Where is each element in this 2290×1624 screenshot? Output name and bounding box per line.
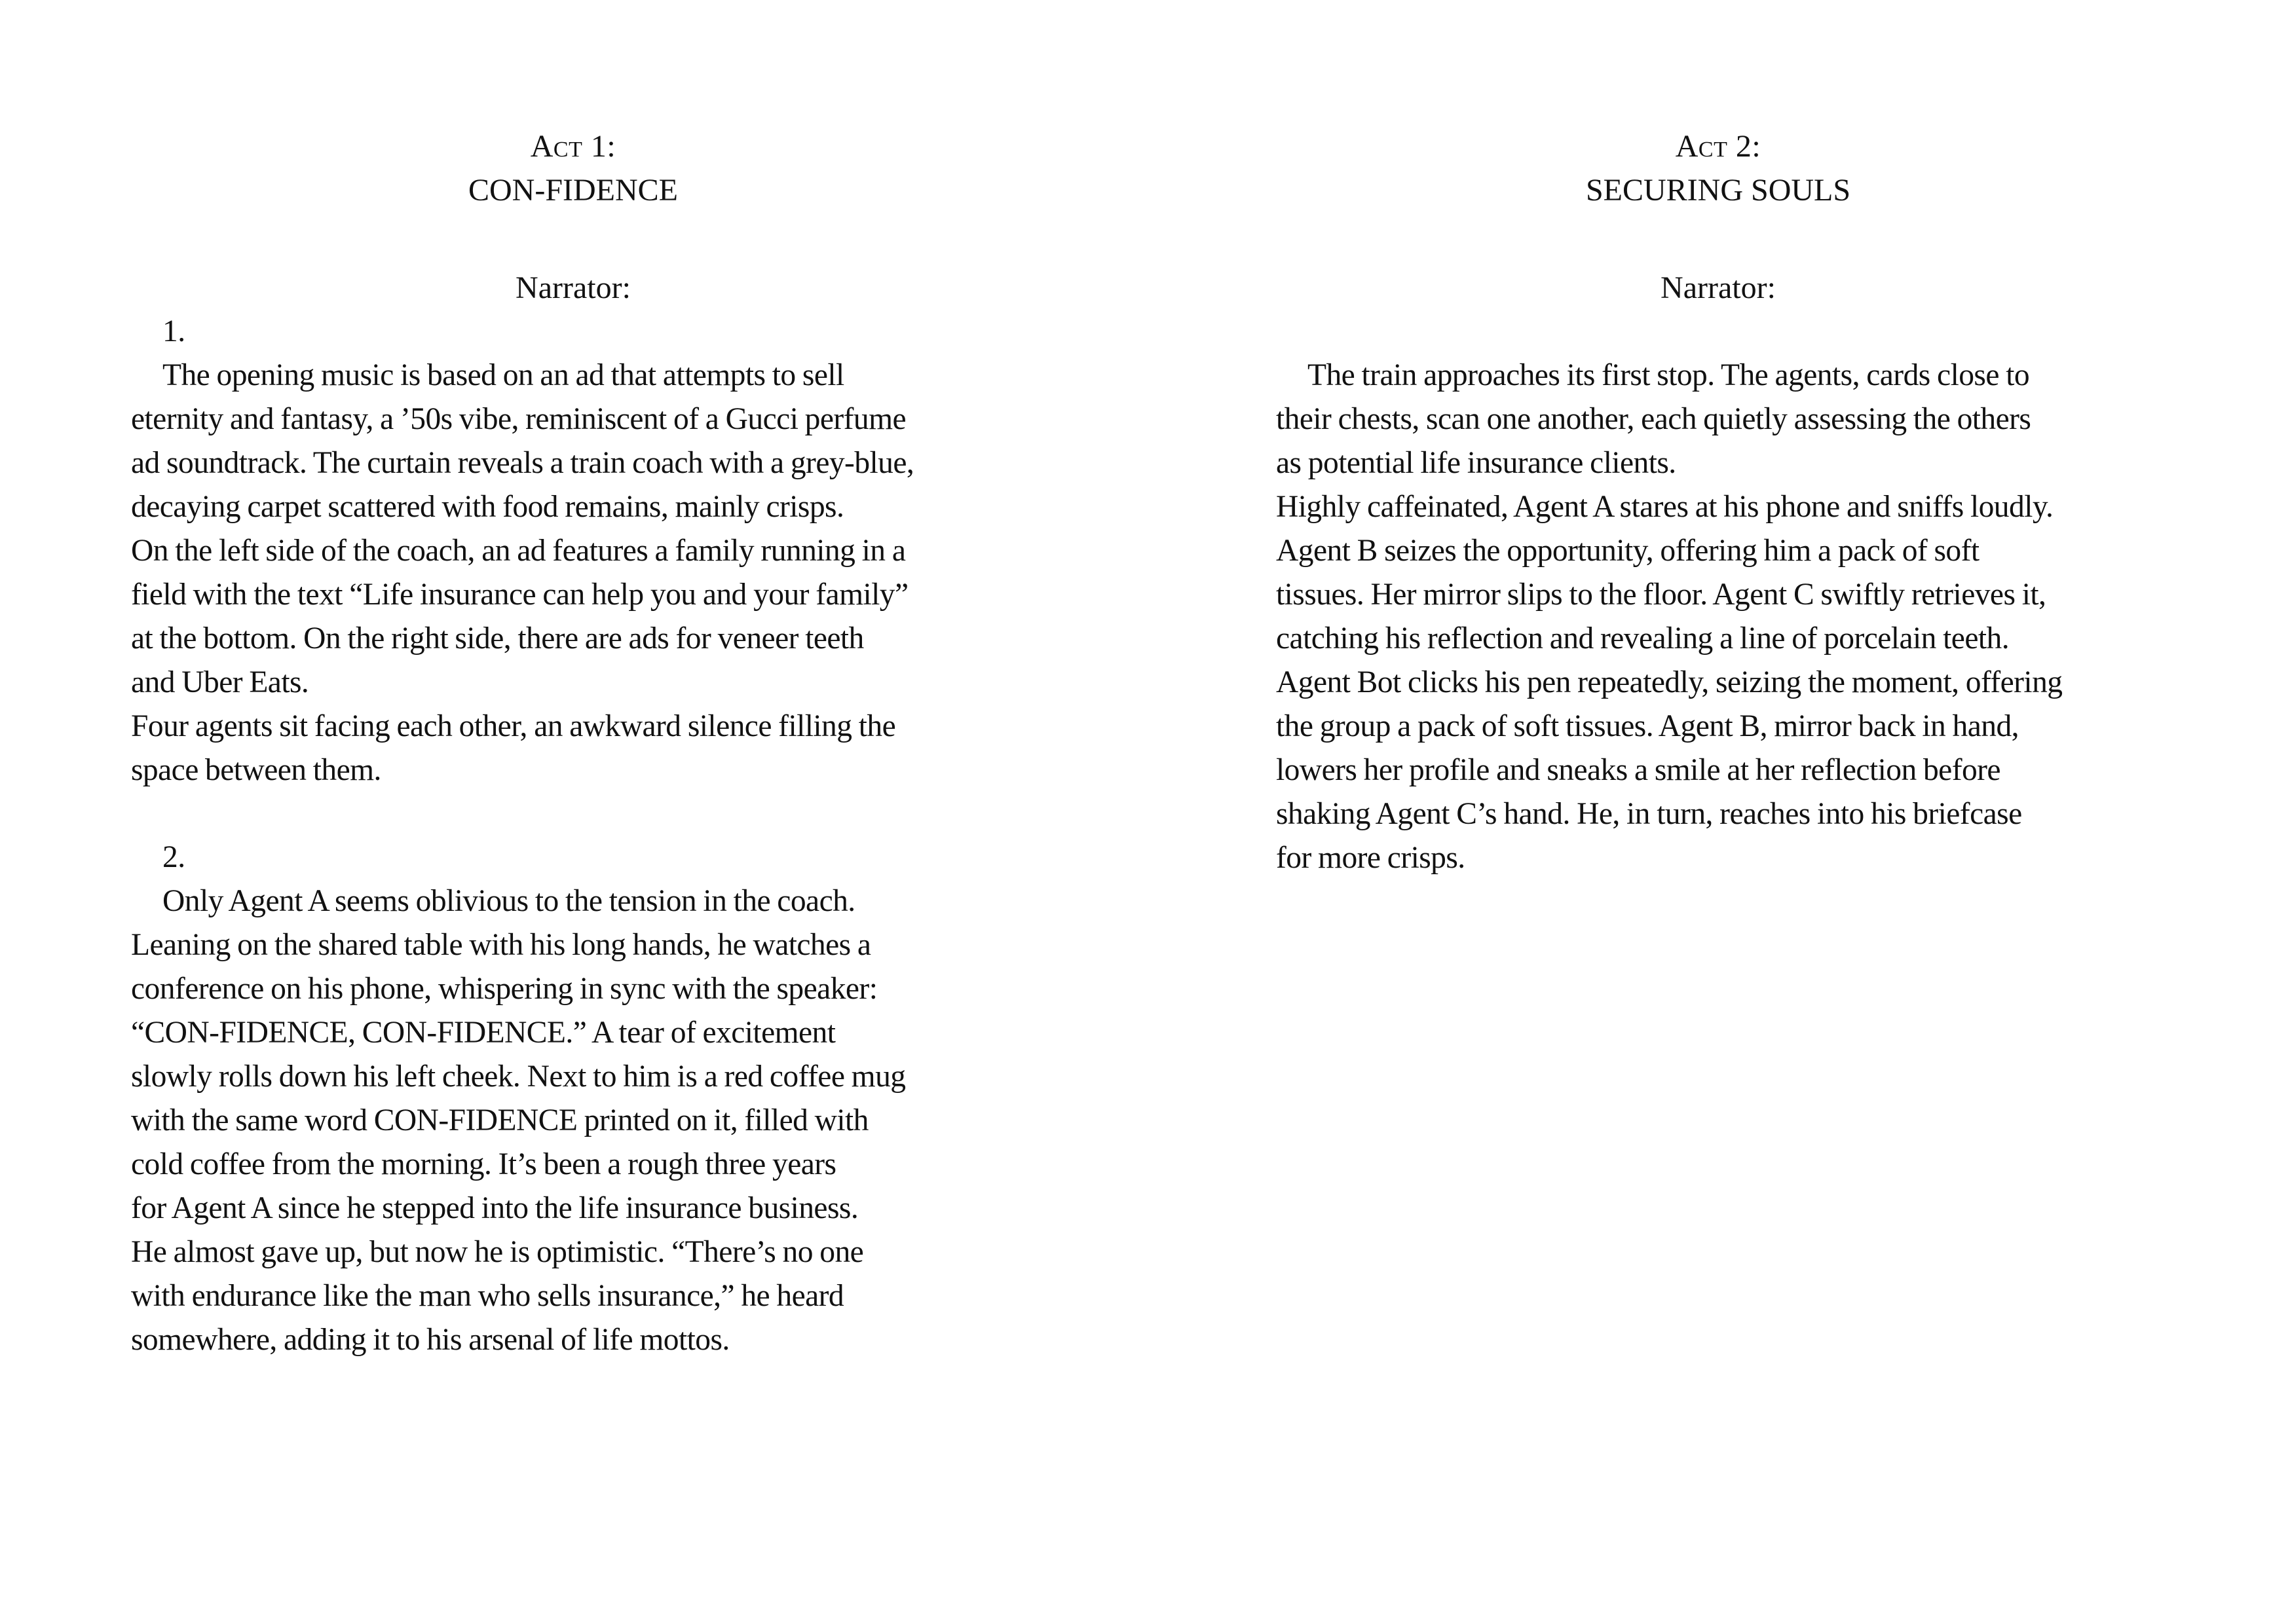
narrator-label: Narrator: (516, 270, 631, 305)
text-line: Agent Bot clicks his pen repeatedly, seizing the moment, offering (1276, 665, 2063, 699)
text-line: On the left side of the coach, an ad features a family running in a (131, 534, 906, 568)
text-line: and Uber Eats. (131, 665, 309, 699)
act-heading (131, 124, 1015, 212)
text-line: the group a pack of soft tissues. Agent B, mirror back in hand, (1276, 709, 2019, 743)
text-line: “CON-FIDENCE, CON-FIDENCE.” A tear of excitement (131, 1016, 836, 1050)
act-label: Act 2: (1675, 129, 1761, 164)
act-2-body (1276, 354, 2167, 880)
text-line: cold coffee from the morning. It’s been a rough three years (131, 1147, 836, 1181)
act-title: SECURING SOULS (1585, 173, 1851, 208)
act-label: Act 1: (530, 129, 616, 164)
text-line: with the same word CON-FIDENCE printed on it, filled with (131, 1103, 869, 1137)
act-title: CON-FIDENCE (468, 173, 678, 208)
text-line: at the bottom. On the right side, there are ads for veneer teeth (131, 621, 864, 655)
section-1 (131, 310, 1022, 792)
text-line: The opening music is based on an ad that attempts to sell (162, 358, 844, 392)
text-line: decaying carpet scattered with food remains, mainly crisps. (131, 490, 844, 524)
text-line: tissues. Her mirror slips to the floor. Agent C swiftly retrieves it, (1276, 578, 2046, 612)
text-line: with endurance like the man who sells insurance,” he heard (131, 1279, 844, 1313)
text-line: He almost gave up, but now he is optimistic. “There’s no one (131, 1235, 864, 1269)
section-2 (131, 836, 1022, 1362)
text-line: their chests, scan one another, each quietly assessing the others (1276, 402, 2031, 436)
section-number: 2. (162, 840, 185, 874)
text-line: Only Agent A seems oblivious to the tension in the coach. (162, 884, 855, 918)
text-line: for Agent A since he stepped into the life insurance business. (131, 1191, 859, 1225)
text-line: lowers her profile and sneaks a smile at her reflection before (1276, 753, 2000, 787)
text-line: for more crisps. (1276, 841, 1465, 875)
text-line: shaking Agent C’s hand. He, in turn, reaches into his briefcase (1276, 797, 2022, 831)
text-line: somewhere, adding it to his arsenal of life mottos. (131, 1323, 730, 1357)
act-heading (1276, 124, 2160, 212)
text-line: eternity and fantasy, a ’50s vibe, reminiscent of a Gucci perfume (131, 402, 907, 436)
text-line: catching his reflection and revealing a line of porcelain teeth. (1276, 621, 2010, 655)
text-line: as potential life insurance clients. (1276, 446, 1676, 480)
text-line: The train approaches its first stop. The agents, cards close to (1307, 358, 2030, 392)
section-number: 1. (162, 314, 185, 348)
text-line: field with the text “Life insurance can help you and your family” (131, 578, 909, 612)
text-line: space between them. (131, 753, 381, 787)
text-line: Highly caffeinated, Agent A stares at his phone and sniffs loudly. (1276, 490, 2054, 524)
right-page (1145, 0, 2290, 1624)
text-line: slowly rolls down his left cheek. Next to him is a red coffee mug (131, 1060, 906, 1094)
text-line: Leaning on the shared table with his long hands, he watches a (131, 928, 871, 962)
narrator-label: Narrator: (1661, 270, 1776, 305)
text-line: ad soundtrack. The curtain reveals a train coach with a grey-blue, (131, 446, 914, 480)
text-line: conference on his phone, whispering in sync with the speaker: (131, 972, 878, 1006)
text-line: Agent B seizes the opportunity, offering him a pack of soft (1276, 534, 1980, 568)
text-line: Four agents sit facing each other, an awkward silence filling the (131, 709, 896, 743)
